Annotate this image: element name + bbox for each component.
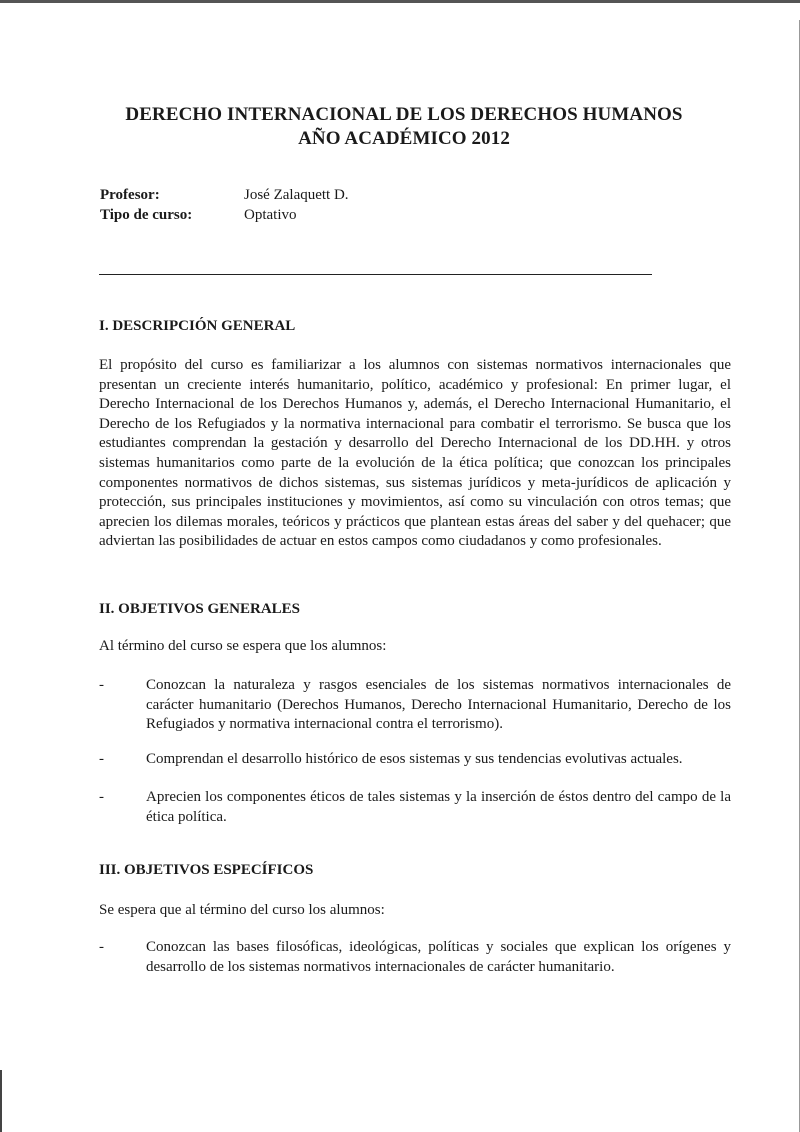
scan-left-edge [0, 1070, 2, 1132]
section-3-intro: Se espera que al término del curso los alumnos: [99, 902, 385, 918]
section-2-bullet-3 [99, 788, 731, 827]
bullet-dash: - [99, 751, 104, 767]
bullet-dash: - [99, 677, 104, 693]
document-title [0, 103, 800, 151]
section-2-bullet-2 [99, 750, 731, 770]
course-meta [100, 185, 349, 225]
section-2-intro: Al término del curso se espera que los alumnos: [99, 638, 387, 654]
meta-row-professor [100, 185, 349, 205]
bullet-text: Comprendan el desarrollo histórico de esos sistemas y sus tendencias evolutivas actuales. [146, 751, 683, 767]
bullet-dash: - [99, 789, 104, 805]
bullet-dash: - [99, 939, 104, 955]
course-type-value: Optativo [244, 207, 297, 223]
professor-value: José Zalaquett D. [244, 187, 349, 203]
title-line-1: DERECHO INTERNACIONAL DE LOS DERECHOS HUMANOS [125, 104, 683, 125]
bullet-text: Conozcan la naturaleza y rasgos esenciales de los sistemas normativos internacionales de carácter humanitario (Derechos Humanos, Derecho Internacional Humanitario, Derecho de los Refugiados y normativa internacional contra el terrorismo). [146, 677, 731, 733]
meta-row-course-type [100, 205, 349, 225]
section-2-heading: II. OBJETIVOS GENERALES [99, 601, 301, 617]
course-type-label: Tipo de curso: [100, 207, 193, 223]
bullet-text: Aprecien los componentes éticos de tales sistemas y la inserción de éstos dentro del campo de la ética política. [146, 789, 731, 825]
section-2-bullet-1 [99, 676, 731, 735]
section-1-heading: I. DESCRIPCIÓN GENERAL [99, 318, 296, 334]
scan-top-edge [0, 0, 800, 3]
horizontal-divider [99, 274, 652, 275]
section-3-heading: III. OBJETIVOS ESPECÍFICOS [99, 862, 314, 878]
section-1-body: El propósito del curso es familiarizar a los alumnos con sistemas normativos internacionales que presentan un creciente interés humanitario, político, académico y profesional: En primer lugar, el Derecho Internacional de los Derechos Humanos y, además, el Derecho Internacional Humanitario, el Derecho de los Refugiados y la normativa internacional para combatir el terrorismo. Se busca que los estudiantes comprendan la gestación y desarrollo del Derecho Internacional de los DD.HH. y otros sistemas humanitarios como parte de la evolución de la ética política; que conozcan los principales componentes normativos de dichos sistemas, sus sistemas jurídicos y meta-jurídicos de aplicación y protección, sus principales instituciones y movimientos, así como su vinculación con otros temas; que aprecien los dilemas morales, teóricos y prácticos que plantean estas áreas del saber y del quehacer; que adviertan las posibilidades de actuar en estos campos como ciudadanos y como profesionales. [99, 357, 731, 550]
title-line-2: AÑO ACADÉMICO 2012 [298, 128, 510, 149]
professor-label: Profesor: [100, 187, 160, 203]
section-3-bullet-1 [99, 938, 731, 977]
bullet-text: Conozcan las bases filosóficas, ideológicas, políticas y sociales que explican los orígenes y desarrollo de los sistemas normativos internacionales de carácter humanitario. [146, 939, 731, 975]
